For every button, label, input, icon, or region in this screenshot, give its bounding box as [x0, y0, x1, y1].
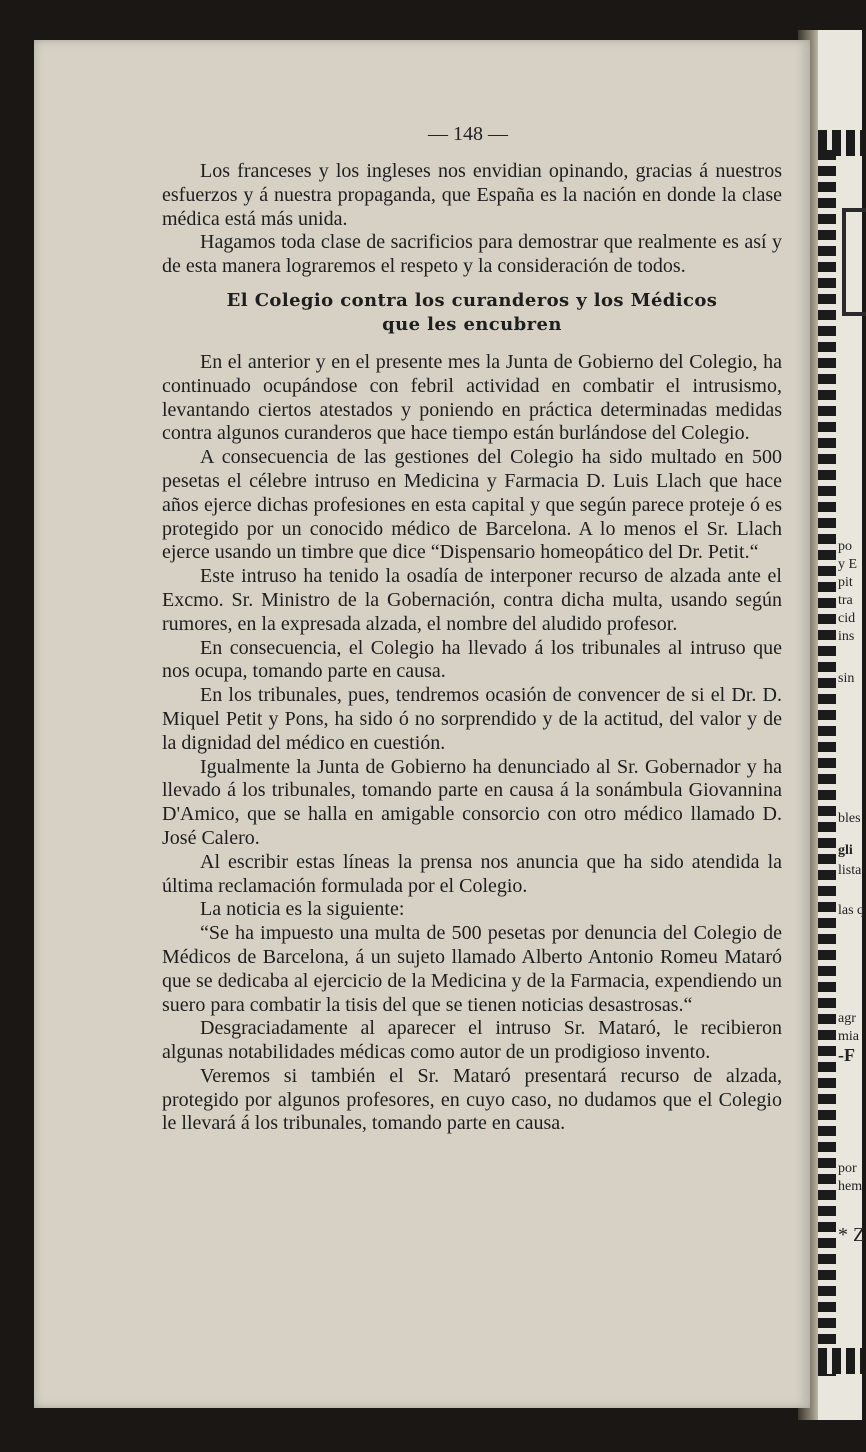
- paragraph: Este intruso ha tenido la osadía de interponer recurso de alzada ante el Excmo. Sr. Ministro de la Gobernación, contra dicha multa, usando según rumores, en la expresada alzada, el nombre del aludido profesor.: [162, 565, 782, 635]
- paragraph: En el anterior y en el presente mes la Junta de Gobierno del Colegio, ha continuado ocupándose con febril actividad en combatir el intrusismo, levantando ciertos atestados y poniendo en práctica determinadas medidas contra algunos curanderos que hace tiempo están burlándose del Colegio.: [162, 350, 782, 445]
- ornament-border-column: [818, 150, 836, 1380]
- neighbor-fragment: -F: [838, 1045, 855, 1065]
- paragraph: La noticia es la siguiente:: [200, 898, 405, 921]
- neighbor-fragment: por: [838, 1161, 857, 1176]
- paragraph: Los franceses y los ingleses nos envidian opinando, gracias á nuestros esfuerzos y á nuestra propaganda, que España es la nación en donde la clase médica está más unida.: [162, 160, 782, 230]
- neighbor-fragment: po: [838, 539, 852, 554]
- paragraph: Hagamos toda clase de sacrificios para demostrar que realmente es así y de esta manera lograremos el respeto y la consideración de todos.: [162, 231, 782, 278]
- paragraph: Veremos si también el Sr. Mataró presentará recurso de alzada, protegido por algunos profesores, en cuyo caso, no dudamos que el Colegio le llevará á los tribunales, tomando parte en causa.: [162, 1064, 782, 1135]
- quoted-paragraph: “Se ha impuesto una multa de 500 pesetas por denuncia del Colegio de Médicos de Barcelona, á un sujeto llamado Alberto Antonio Romeu Mataró que se dedicaba al ejercicio de la Medicina y de la Farmacia, expendiendo un suero para combatir la tisis del que se tienen noticias desastrosas.“: [162, 922, 782, 1016]
- section-heading: [162, 289, 782, 337]
- article-body: [162, 160, 782, 1136]
- section-heading-line: que les encubren: [382, 313, 562, 335]
- page-number: — 148 —: [428, 123, 508, 145]
- neighbor-fragment: cid: [838, 611, 856, 626]
- decorative-initial: [842, 208, 866, 316]
- ornament-border-bottom: [818, 1348, 862, 1374]
- neighbor-fragment: lista: [838, 863, 862, 878]
- neighbor-fragment: pit: [838, 575, 853, 590]
- neighbor-fragment: las q: [838, 903, 865, 918]
- neighbor-fragment: sin: [838, 671, 855, 686]
- paragraph: En consecuencia, el Colegio ha llevado á los tribunales al intruso que nos ocupa, tomando parte en causa.: [162, 636, 782, 683]
- neighbor-fragment: mia: [838, 1029, 859, 1044]
- neighbor-fragment: hem: [838, 1179, 863, 1194]
- section-heading-line: El Colegio contra los curanderos y los Médicos: [226, 289, 718, 311]
- paragraph: A consecuencia de las gestiones del Colegio ha sido multado en 500 pesetas el célebre intruso en Medicina y Farmacia D. Luis Llach que hace años ejerce dichas profesiones en esta capital y que según parece proteje ó es protegido por un conocido médico de Barcelona. A lo menos el Sr. Llach ejerce usando un timbre que dice “Dispensario homeopático del Dr. Petit.“: [162, 446, 782, 564]
- neighbor-fragment: bles: [838, 811, 861, 826]
- paragraph: Igualmente la Junta de Gobierno ha denunciado al Sr. Gobernador y ha llevado á los tribunales, tomando parte en causa á la sonámbula Giovannina D'Amico, que se halla en amigable consorcio con otro médico llamado D. José Calero.: [162, 755, 782, 849]
- neighbor-fragment: y E: [838, 557, 858, 572]
- paragraph: Desgraciadamente al aparecer el intruso Sr. Mataró, le recibieron algunas notabilidades médicas como autor de un prodigioso invento.: [162, 1017, 782, 1064]
- paragraph: En los tribunales, pues, tendremos ocasión de convencer de si el Dr. D. Miquel Petit y Pons, ha sido ó no sorprendido y de la actitud, del valor y de la dignidad del médico en cuestión.: [162, 684, 782, 754]
- adjacent-page-edge: [818, 30, 866, 1420]
- neighbor-fragment: tra: [838, 593, 853, 608]
- paragraph: Al escribir estas líneas la prensa nos anuncia que ha sido atendida la última reclamación formulada por el Colegio.: [162, 850, 782, 897]
- neighbor-fragment: gli: [838, 843, 853, 858]
- neighbor-fragment: * Z: [838, 1224, 866, 1246]
- neighbor-fragment: agr: [838, 1011, 856, 1026]
- neighbor-fragment: ins: [838, 629, 855, 644]
